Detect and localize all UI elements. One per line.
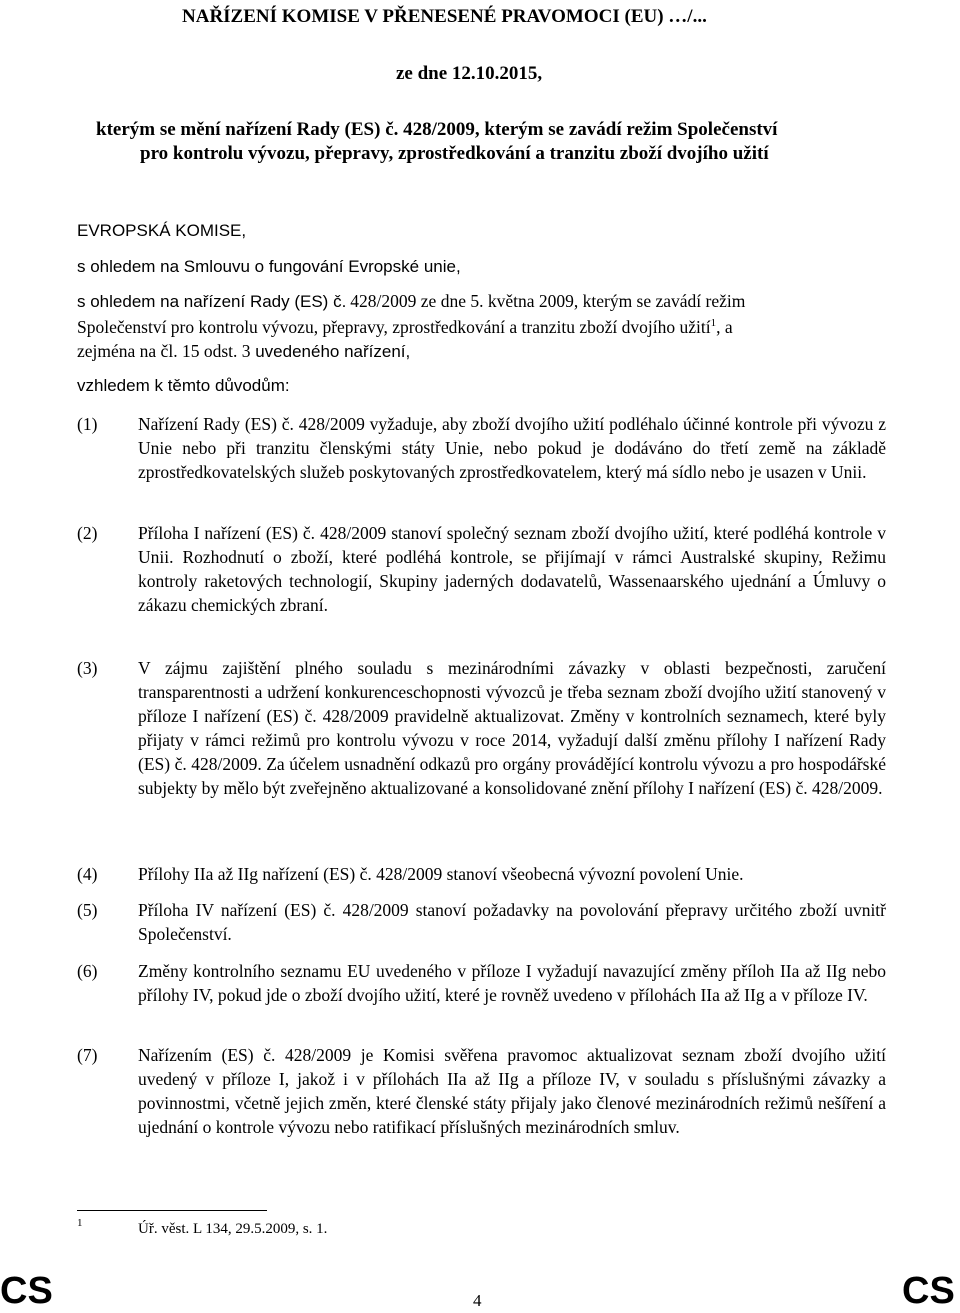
page-number: 4 bbox=[473, 1291, 482, 1310]
regard-line-3-sans: uvedeného nařízení, bbox=[250, 342, 411, 361]
recital-number: (2) bbox=[77, 523, 98, 543]
language-code-left: CS bbox=[0, 1270, 53, 1312]
recital-number: (3) bbox=[77, 658, 98, 678]
having-regard-regulation-line-2 bbox=[77, 317, 733, 338]
document-date: ze dne 12.10.2015, bbox=[396, 63, 543, 84]
having-regard-treaty: s ohledem na Smlouvu o fungování Evropské unie, bbox=[77, 257, 461, 276]
recital-text: Nařízením (ES) č. 428/2009 je Komisi svěřena pravomoc aktualizovat seznam zboží dvojího užití uvedený v příloze I, jakož i v přílohách IIa až IIg a příloze IV, v souladu s příslušnými závazky a povinnostmi, včetně jejich změn, které členské státy přijaly jako členové mezinárodních režimů nešíření a ujednání o kontrole vývozu nebo ratifikací příslušných mezinárodních smluv. bbox=[138, 1045, 886, 1138]
recital-text: Nařízení Rady (ES) č. 428/2009 vyžaduje, aby zboží dvojího užití podléhalo účinné kontrole při vývozu z Unie nebo při tranzitu členskými státy Unie, nebo pokud je dodáváno do třetí země na základě zprostředkovatelských služeb poskytovaných zprostředkovatelem, který má sídlo nebo je usazen v Unii. bbox=[138, 414, 886, 483]
having-regard-regulation-line-3 bbox=[77, 341, 410, 362]
regard-line-1-serif: 428/2009 ze dne 5. května 2009, kterým se zavádí režim bbox=[350, 291, 746, 311]
footnote-separator bbox=[77, 1210, 267, 1211]
whereas-heading: vzhledem k těmto důvodům: bbox=[77, 376, 290, 395]
recital-number: (4) bbox=[77, 864, 98, 884]
recital-number: (1) bbox=[77, 414, 98, 434]
subject-line-1-text: kterým se mění nařízení Rady (ES) č. 428/2009, kterým se zavádí režim Společenství bbox=[96, 119, 778, 140]
commission-heading: EVROPSKÁ KOMISE, bbox=[77, 221, 247, 240]
recital-text: Příloha I nařízení (ES) č. 428/2009 stanoví společný seznam zboží dvojího užití, které podléhá kontrole v Unii. Rozhodnutí o zboží, které podléhá kontrole, se přijímají v rámci Australské skupiny, Režimu kontroly raketových technologií, Skupiny jaderných dodavatelů, Wassenaarského ujednání a Úmluvy o zákazu chemických zbraní. bbox=[138, 523, 886, 616]
recital-number: (6) bbox=[77, 961, 98, 981]
recital-number: (5) bbox=[77, 900, 98, 920]
document-subject-line-2: pro kontrolu vývozu, přepravy, zprostředkování a tranzitu zboží dvojího užití bbox=[140, 143, 769, 164]
recital-text: Přílohy IIa až IIg nařízení (ES) č. 428/2009 stanoví všeobecná vývozní povolení Unie. bbox=[138, 864, 744, 884]
document-subject-line-1 bbox=[96, 119, 777, 141]
recital-text: Příloha IV nařízení (ES) č. 428/2009 stanoví požadavky na povolování přepravy určitého zboží uvnitř Společenství. bbox=[138, 900, 886, 945]
recital-text: Změny kontrolního seznamu EU uvedeného v příloze I vyžadují navazující změny příloh IIa až IIg nebo přílohy IV, pokud jde o zboží dvojího užití, které je rovněž uvedeno v přílohách IIa až IIg a v příloze IV. bbox=[138, 961, 886, 1006]
document-title: NAŘÍZENÍ KOMISE V PŘENESENÉ PRAVOMOCI (EU) …/... bbox=[182, 6, 707, 27]
recital-text: V zájmu zajištění plného souladu s mezinárodními závazky v oblasti bezpečnosti, zaručení transparentnosti a udržení konkurenceschopnosti vývozců je třeba seznam zboží dvojího užití stanovený v příloze I nařízení (ES) č. 428/2009 pravidelně aktualizovat. Změny v kontrolních seznamech, které byly přijaty v rámci režimů pro kontrolu vývozu v roce 2014, vyžadují další změnu přílohy I nařízení Rady (ES) č. 428/2009. Za účelem usnadnění odkazů pro orgány provádějící kontrolu vývozu a pro hospodářské subjekty by mělo být zveřejněno aktualizované a konsolidované znění přílohy I nařízení (ES) č. 428/2009. bbox=[138, 658, 886, 799]
footnote-reference[interactable]: 1 bbox=[710, 317, 717, 330]
language-code-right: CS bbox=[902, 1270, 955, 1312]
regard-line-2-text: Společenství pro kontrolu vývozu, přepravy, zprostředkování a tranzitu zboží dvojího užití bbox=[77, 317, 711, 337]
footnote-text: Úř. věst. L 134, 29.5.2009, s. 1. bbox=[138, 1221, 328, 1237]
regard-line-3-serif: zejména na čl. 15 odst. 3 bbox=[77, 341, 251, 361]
regard-line-1-sans: s ohledem na nařízení Rady (ES) č. bbox=[77, 292, 347, 311]
recital-number: (7) bbox=[77, 1045, 98, 1065]
having-regard-regulation-line-1 bbox=[77, 291, 745, 312]
regard-line-2-end: , a bbox=[716, 317, 733, 337]
footnote-number: 1 bbox=[77, 1217, 83, 1229]
